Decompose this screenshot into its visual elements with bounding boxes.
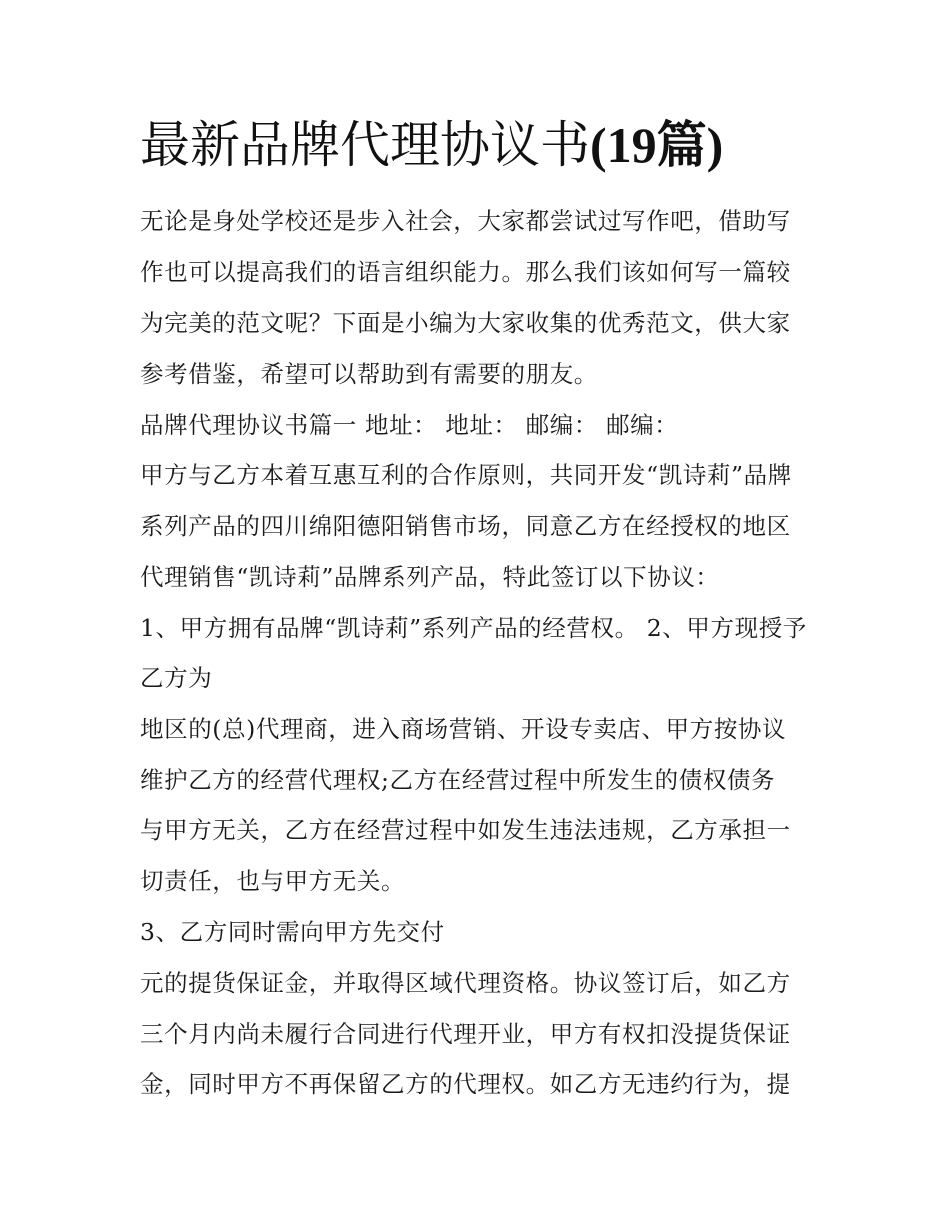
document-title xyxy=(140,112,723,178)
paragraph-line: 为完美的范文呢？下面是小编为大家收集的优秀范文，供大家 xyxy=(140,309,791,337)
paragraph-line: 元的提货保证金，并取得区域代理资格。协议签订后，如乙方 xyxy=(140,969,791,997)
paragraph-line: 无论是身处学校还是步入社会，大家都尝试过写作吧，借助写 xyxy=(140,207,791,235)
paragraph-line: 甲方与乙方本着互惠互利的合作原则，共同开发“凯诗莉”品牌 xyxy=(140,461,792,489)
paragraph-line: 乙方为 xyxy=(140,664,213,692)
paragraph-line: 切责任，也与甲方无关。 xyxy=(140,867,406,895)
paragraph-line: 与甲方无关，乙方在经营过程中如发生违法违规，乙方承担一 xyxy=(140,816,791,844)
document-title-text: 最新品牌代理协议书 xyxy=(140,116,590,174)
paragraph-line: 维护乙方的经营代理权;乙方在经营过程中所发生的债权债务 xyxy=(140,766,776,794)
paragraph-line: 作也可以提高我们的语言组织能力。那么我们该如何写一篇较 xyxy=(140,258,791,286)
paragraph-line: 参考借鉴，希望可以帮助到有需要的朋友。 xyxy=(140,360,598,388)
paragraph-line: 三个月内尚未履行合同进行代理开业，甲方有权扣没提货保证 xyxy=(140,1020,791,1048)
paragraph-line: 地区的(总)代理商，进入商场营销、开设专卖店、甲方按协议 xyxy=(140,715,787,743)
paragraph-line: 系列产品的四川绵阳德阳销售市场，同意乙方在经授权的地区 xyxy=(140,512,791,540)
paragraph-line: 金，同时甲方不再保留乙方的代理权。如乙方无违约行为，提 xyxy=(140,1070,791,1098)
section-heading-line: 品牌代理协议书篇一 地址： 地址： 邮编： 邮编： xyxy=(140,411,679,439)
paragraph-line: 1、甲方拥有品牌“凯诗莉”系列产品的经营权。 2、甲方现授予 xyxy=(140,614,807,642)
document-title-count: (19篇) xyxy=(590,117,724,173)
paragraph-line: 代理销售“凯诗莉”品牌系列产品，特此签订以下协议： xyxy=(140,563,720,591)
paragraph-line: 3、乙方同时需向甲方先交付 xyxy=(140,918,445,946)
